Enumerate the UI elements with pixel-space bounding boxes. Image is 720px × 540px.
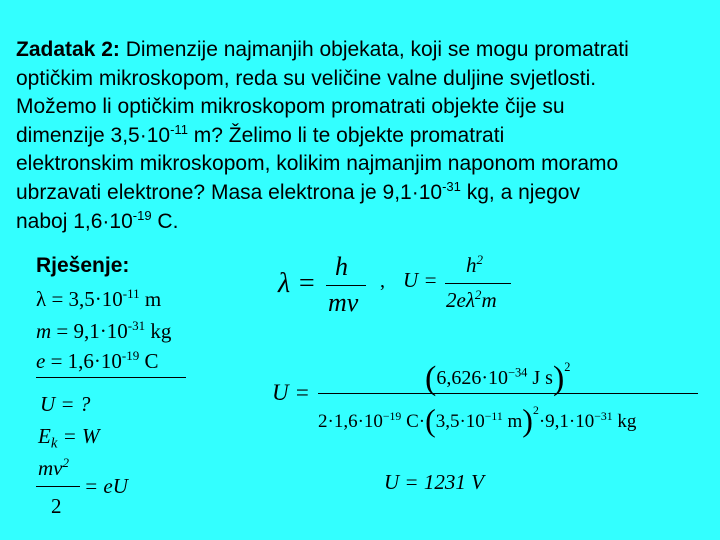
problem-line-4-b: m? Želimo li te objekte promatrati — [187, 123, 505, 147]
lambda-symbol: λ — [36, 287, 47, 311]
solution-title: Rješenje: — [36, 254, 130, 277]
numerator-right-paren: ) — [552, 360, 565, 397]
mass-value: = 9,1·10 — [51, 319, 128, 343]
lambda-unit: m — [139, 287, 162, 311]
lambda-value: = 3,5·10 — [46, 287, 123, 311]
voltage-denominator-exponent: 2 — [474, 287, 482, 303]
result: U = 1231 V — [384, 470, 484, 494]
voltage-denominator-base: 2eλ — [446, 288, 475, 312]
substitution-lhs: U = — [272, 380, 310, 405]
unknown-voltage: U = ? — [40, 392, 91, 416]
voltage-fraction-bar — [445, 283, 511, 284]
problem-line-4 — [16, 122, 716, 151]
problem-heading: Zadatak 2: — [16, 38, 120, 61]
voltage-numerator-exponent: 2 — [476, 252, 484, 268]
denominator-unit-c: m — [502, 411, 523, 432]
denominator-exponent-c: −11 — [484, 409, 503, 423]
voltage-denominator — [446, 288, 497, 313]
kinetic-fraction-bar — [36, 486, 80, 487]
numerator-square: 2 — [564, 359, 571, 374]
denominator-left-paren: ( — [425, 402, 436, 438]
mass-symbol: m — [36, 319, 52, 343]
denominator-exponent-e: −31 — [594, 409, 613, 423]
substitution-fraction-bar — [318, 393, 698, 394]
problem-line-7-b: C. — [151, 209, 179, 233]
problem-line-1 — [16, 36, 716, 65]
problem-line-7-a: naboj 1,6·10 — [16, 209, 133, 233]
problem-line-6-exponent: -31 — [442, 179, 461, 195]
given-wavelength — [36, 287, 196, 312]
charge-symbol: e — [36, 349, 46, 373]
denominator-unit-f: kg — [612, 411, 637, 432]
debroglie-lhs: λ = — [278, 268, 317, 299]
denominator-value-a: 2·1,6·10 — [318, 411, 383, 432]
problem-line-3: Možemo li optičkim mikroskopom promatrati objekte čije su — [16, 95, 565, 119]
lambda-exponent: -11 — [122, 286, 140, 302]
given-separator — [36, 377, 186, 378]
given-mass — [36, 319, 196, 344]
voltage-denominator-mass: m — [481, 288, 497, 312]
problem-statement — [16, 36, 716, 236]
energy-subscript: k — [50, 435, 58, 452]
numerator-value: 6,626·10 — [436, 367, 508, 389]
debroglie-denominator: mv — [328, 288, 359, 317]
problem-line-5: elektronskim mikroskopom, kolikim najmanjim naponom moramo — [16, 152, 619, 176]
numerator-left-paren: ( — [425, 360, 437, 397]
charge-exponent: -19 — [121, 348, 140, 364]
problem-line-6-a: ubrzavati elektrone? Masa elektrona je 9,1·10 — [16, 180, 443, 204]
energy-equation — [38, 424, 100, 452]
kinetic-numerator — [38, 456, 69, 481]
charge-value: = 1,6·10 — [45, 349, 122, 373]
mass-unit: kg — [145, 319, 172, 343]
given-charge — [36, 349, 196, 374]
substitution-denominator — [318, 398, 637, 438]
kinetic-rhs: = eU — [84, 474, 128, 498]
problem-line-4-exponent: -11 — [170, 121, 188, 137]
voltage-numerator — [466, 253, 483, 278]
numerator-exponent: −34 — [508, 365, 528, 380]
debroglie-fraction-bar — [326, 285, 366, 286]
problem-line-7 — [16, 208, 716, 237]
denominator-unit-a: C· — [401, 411, 426, 432]
denominator-value-e: ·9,1·10 — [538, 411, 595, 432]
denominator-exponent-a: −19 — [382, 409, 402, 423]
problem-line-6-b: kg, a njegov — [460, 180, 580, 204]
problem-line-6 — [16, 179, 716, 208]
energy-rhs: = W — [57, 424, 100, 448]
kinetic-numerator-exponent: 2 — [62, 455, 70, 471]
problem-line-2: optičkim mikroskopom, reda su veličine valne duljine svjetlosti. — [16, 66, 597, 90]
substitution-numerator — [425, 355, 571, 397]
denominator-right-paren: ) — [522, 402, 533, 438]
numerator-unit: J s — [527, 367, 553, 389]
problem-line-4-a: dimenzije 3,5·10 — [16, 123, 171, 147]
kinetic-numerator-base: mv — [38, 456, 63, 480]
kinetic-denominator: 2 — [51, 494, 62, 518]
denominator-square: 2 — [532, 403, 539, 417]
voltage-lhs: U = — [403, 268, 438, 292]
problem-line-1-text: Dimenzije najmanjih objekata, koji se mogu promatrati — [119, 38, 629, 61]
voltage-numerator-base: h — [466, 253, 477, 277]
debroglie-numerator: h — [335, 252, 348, 281]
energy-symbol: E — [38, 424, 51, 448]
denominator-value-c: 3,5·10 — [435, 411, 485, 432]
mass-exponent: -31 — [127, 318, 146, 334]
problem-line-7-exponent: -19 — [132, 207, 152, 223]
charge-unit: C — [139, 349, 159, 373]
debroglie-separator: , — [380, 270, 385, 292]
